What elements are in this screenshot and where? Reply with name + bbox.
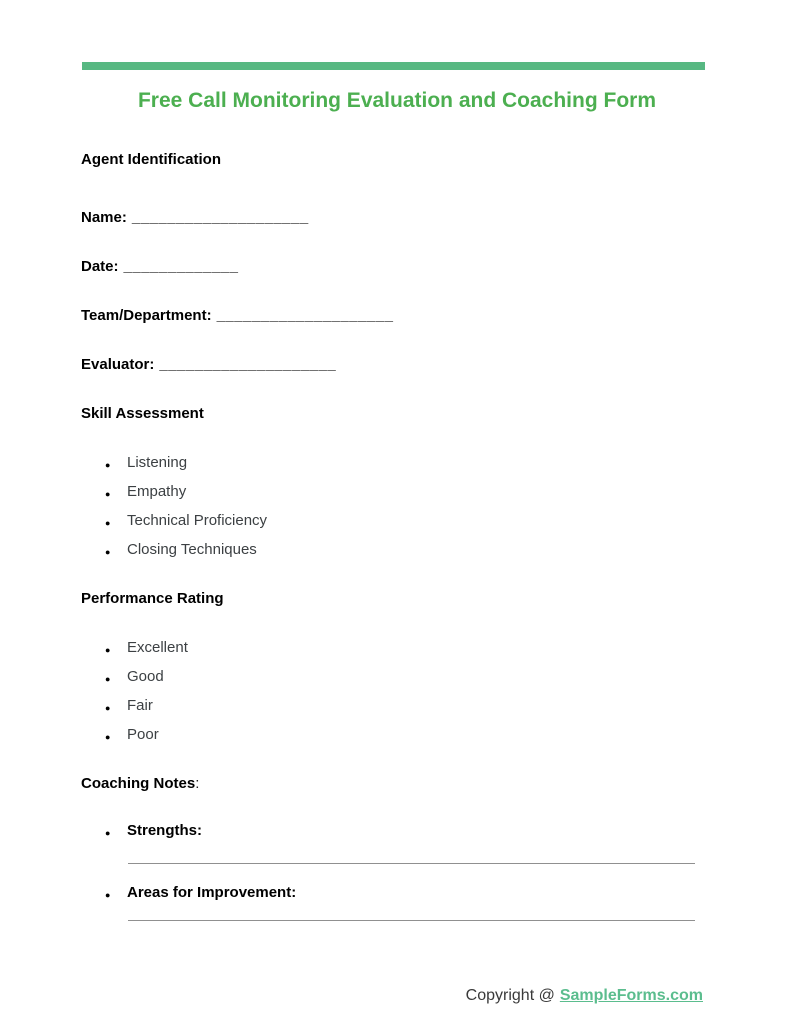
name-field bbox=[81, 210, 705, 226]
footer bbox=[466, 986, 703, 1006]
team-department-label: Team/Department: bbox=[81, 307, 212, 324]
document-body bbox=[81, 152, 705, 921]
list-item-areas-for-improvement: ● Areas for Improvement: bbox=[81, 885, 705, 901]
list-item-listening: ● Listening bbox=[81, 455, 705, 471]
coaching-notes-areas bbox=[81, 885, 705, 901]
section-heading-coaching-notes bbox=[81, 776, 705, 792]
name-label: Name: bbox=[81, 209, 127, 226]
strengths-write-line bbox=[128, 863, 695, 864]
evaluator-field bbox=[81, 357, 705, 373]
areas-write-line bbox=[128, 920, 695, 921]
list-item-strengths: ● Strengths: bbox=[81, 823, 705, 839]
coaching-notes-strengths bbox=[81, 823, 705, 839]
team-department-field bbox=[81, 308, 705, 324]
date-blank-line: _____________ bbox=[123, 258, 239, 275]
coaching-notes-label: Coaching Notes bbox=[81, 775, 196, 792]
date-field bbox=[81, 259, 705, 275]
section-heading-performance-rating: Performance Rating bbox=[81, 590, 224, 607]
section-heading-agent-identification: Agent Identification bbox=[81, 151, 221, 168]
evaluator-blank-line: ____________________ bbox=[159, 356, 337, 373]
list-item-fair: ● Fair bbox=[81, 698, 705, 714]
list-item-technical-proficiency: ● Technical Proficiency bbox=[81, 513, 705, 529]
section-heading-skill-assessment: Skill Assessment bbox=[81, 405, 204, 422]
accent-bar bbox=[82, 62, 705, 70]
team-department-blank-line: ____________________ bbox=[216, 307, 394, 324]
name-blank-line: ____________________ bbox=[131, 209, 309, 226]
document-title: Free Call Monitoring Evaluation and Coaching Form bbox=[137, 89, 657, 112]
performance-rating-list bbox=[81, 640, 705, 743]
sampleforms-link[interactable]: SampleForms.com bbox=[559, 987, 703, 1004]
list-item-poor: ● Poor bbox=[81, 727, 705, 743]
list-item-closing-techniques: ● Closing Techniques bbox=[81, 542, 705, 558]
evaluator-label: Evaluator: bbox=[81, 356, 155, 373]
list-item-excellent: ● Excellent bbox=[81, 640, 705, 656]
list-item-good: ● Good bbox=[81, 669, 705, 685]
list-item-empathy: ● Empathy bbox=[81, 484, 705, 500]
copyright-text: Copyright @ bbox=[465, 987, 555, 1004]
coaching-notes-colon: : bbox=[195, 775, 200, 792]
skill-assessment-list bbox=[81, 455, 705, 558]
date-label: Date: bbox=[81, 258, 119, 275]
